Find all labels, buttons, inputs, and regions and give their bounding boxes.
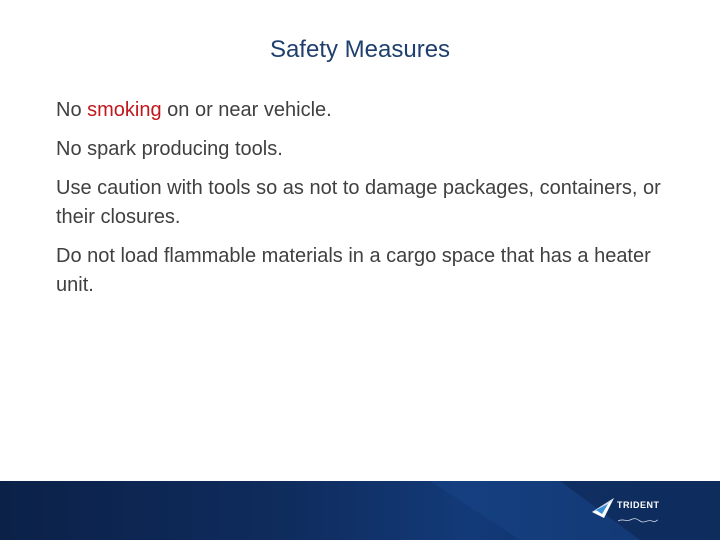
- bullet-item: No spark producing tools.: [56, 138, 283, 160]
- bullet-item: Use caution with tools so as not to damage packages, containers, or their closures.: [56, 177, 661, 228]
- logo-wordmark: TRIDENT: [617, 500, 660, 510]
- slide-title: Safety Measures: [269, 36, 451, 63]
- trident-logo-icon: [590, 496, 616, 522]
- bullet-text-pre: No: [56, 99, 88, 121]
- bullet-item: Do not load flammable materials in a cargo space that has a heater unit.: [56, 245, 651, 296]
- bullet-list: [56, 96, 676, 310]
- bullet-text-post: on or near vehicle.: [161, 99, 332, 121]
- bullet-item: [56, 96, 676, 125]
- trident-logo: [590, 496, 680, 532]
- tagline-scribble: [618, 517, 658, 523]
- highlighted-word: smoking: [87, 99, 162, 121]
- logo-tagline: [618, 517, 658, 525]
